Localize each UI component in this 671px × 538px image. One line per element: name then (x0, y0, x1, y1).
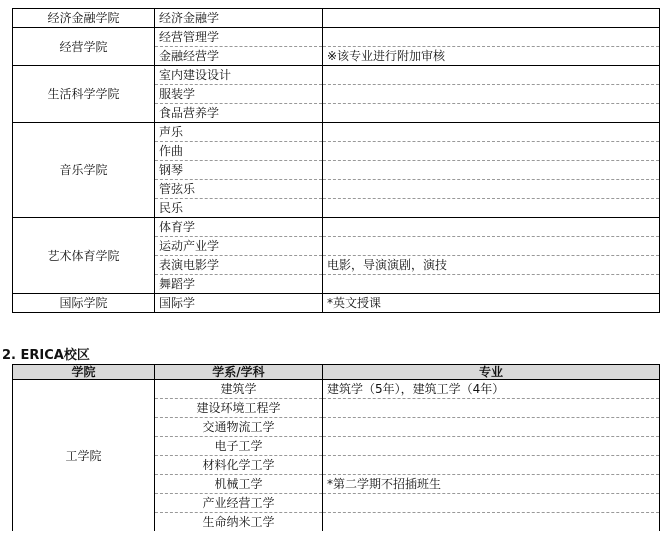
department-cell: 经济金融学 (155, 9, 323, 28)
department-cell: 机械工学 (155, 475, 323, 494)
major-note-cell (323, 28, 660, 47)
table-row (13, 380, 660, 399)
department-cell: 表演电影学 (155, 256, 323, 275)
section-title: 2. ERICA校区 (2, 348, 90, 363)
college-cell: 音乐学院 (13, 123, 155, 218)
department-cell: 金融经营学 (155, 47, 323, 66)
major-note-cell: ※该专业进行附加审核 (323, 47, 660, 66)
erica-table (12, 364, 660, 531)
college-cell: 工学院 (13, 380, 155, 532)
major-note-cell (323, 123, 660, 142)
major-note-cell (323, 418, 660, 437)
table-row (13, 9, 660, 28)
major-note-cell (323, 494, 660, 513)
department-cell: 室内建设设计 (155, 66, 323, 85)
department-cell: 食品营养学 (155, 104, 323, 123)
college-cell: 国际学院 (13, 294, 155, 313)
major-note-cell (323, 85, 660, 104)
department-cell: 产业经营工学 (155, 494, 323, 513)
major-note-cell: 建筑学（5年），建筑工学（4年） (323, 380, 660, 399)
major-note-cell (323, 399, 660, 418)
major-note-cell (323, 437, 660, 456)
header-department: 学系/学科 (155, 365, 323, 380)
department-cell: 国际学 (155, 294, 323, 313)
college-cell: 生活科学学院 (13, 66, 155, 123)
major-note-cell (323, 142, 660, 161)
major-note-cell (323, 180, 660, 199)
major-note-cell: *英文授课 (323, 294, 660, 313)
department-cell: 作曲 (155, 142, 323, 161)
table-row (13, 123, 660, 142)
table-header-row (13, 365, 660, 380)
department-cell: 建设环境工程学 (155, 399, 323, 418)
department-cell: 经营管理学 (155, 28, 323, 47)
table-row (13, 218, 660, 237)
college-cell: 经营学院 (13, 28, 155, 66)
department-cell: 声乐 (155, 123, 323, 142)
major-note-cell (323, 66, 660, 85)
table-row (13, 66, 660, 85)
department-cell: 舞蹈学 (155, 275, 323, 294)
table-row (13, 28, 660, 47)
department-cell: 材料化学工学 (155, 456, 323, 475)
major-note-cell: *第二学期不招插班生 (323, 475, 660, 494)
department-cell: 服装学 (155, 85, 323, 104)
department-cell: 民乐 (155, 199, 323, 218)
department-cell: 交通物流工学 (155, 418, 323, 437)
table-row (13, 294, 660, 313)
major-note-cell (323, 161, 660, 180)
department-cell: 钢琴 (155, 161, 323, 180)
campus1-table (12, 8, 660, 313)
major-note-cell: 电影，导演演剧，演技 (323, 256, 660, 275)
department-cell: 管弦乐 (155, 180, 323, 199)
major-note-cell (323, 9, 660, 28)
department-cell: 运动产业学 (155, 237, 323, 256)
header-college: 学院 (13, 365, 155, 380)
department-cell: 体育学 (155, 218, 323, 237)
major-note-cell (323, 275, 660, 294)
department-cell: 电子工学 (155, 437, 323, 456)
major-note-cell (323, 199, 660, 218)
header-major: 专业 (323, 365, 660, 380)
major-note-cell (323, 513, 660, 532)
college-cell: 艺术体育学院 (13, 218, 155, 294)
department-cell: 生命纳米工学 (155, 513, 323, 532)
department-cell: 建筑学 (155, 380, 323, 399)
major-note-cell (323, 456, 660, 475)
major-note-cell (323, 237, 660, 256)
major-note-cell (323, 218, 660, 237)
major-note-cell (323, 104, 660, 123)
college-cell: 经济金融学院 (13, 9, 155, 28)
